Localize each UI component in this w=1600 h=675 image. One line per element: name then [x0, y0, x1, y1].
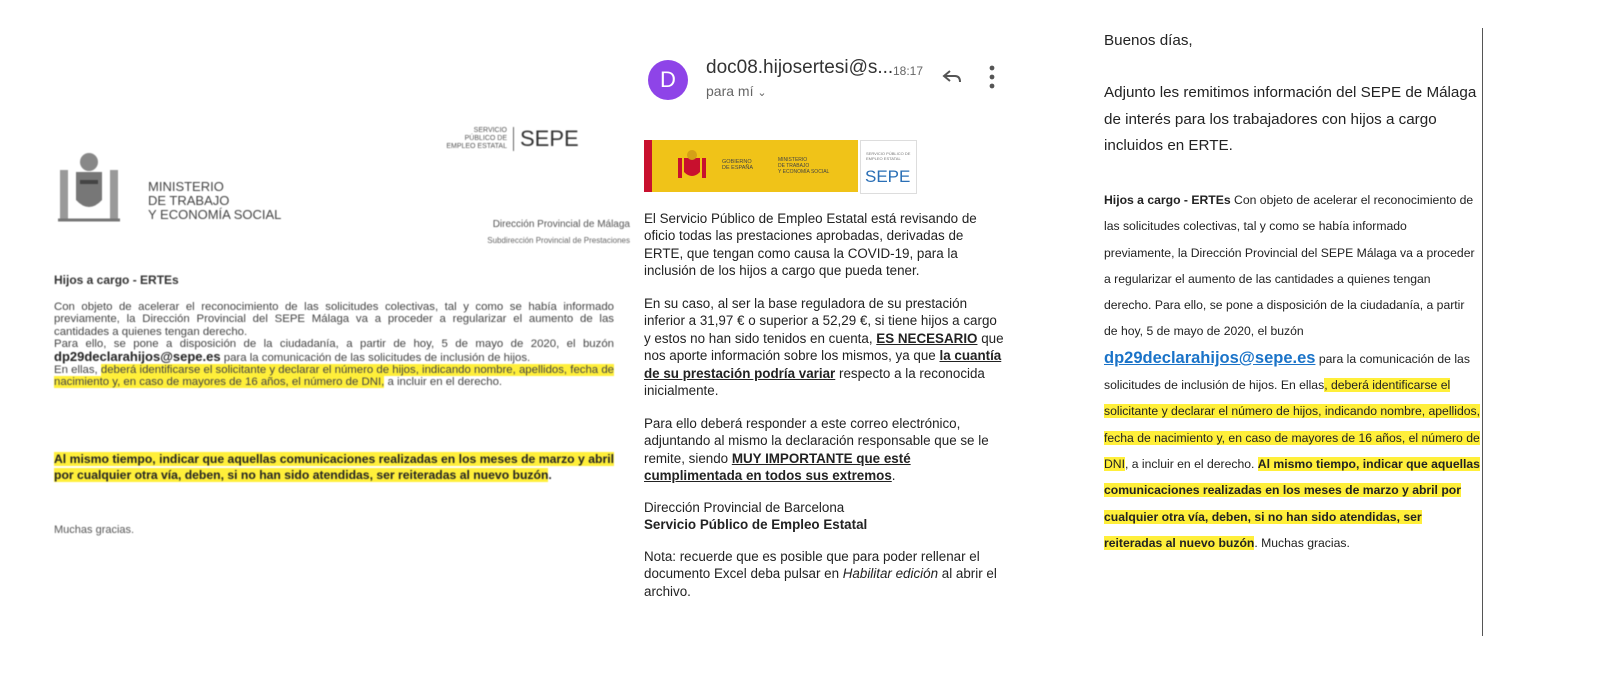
- text-span: Nota: recuerde que es posible que para poder rellenar el documento Excel deba pulsar en: [644, 549, 980, 582]
- recipient-label: para mí: [706, 83, 754, 99]
- sepe-logo-small-text: SERVICIO PÚBLICO DE EMPLEO ESTATAL: [866, 151, 911, 161]
- letter-title: Hijos a cargo - ERTEs: [54, 273, 179, 287]
- email-note: [644, 548, 1006, 600]
- signature-org: Servicio Público de Empleo Estatal: [644, 517, 868, 533]
- sepe-logo: [445, 126, 579, 152]
- reply-icon[interactable]: [940, 64, 964, 88]
- flag-stripe: [644, 140, 652, 192]
- email-time: 18:17: [893, 64, 924, 78]
- letter-paragraph: Para ello, se pone a disposición de la ciudadanía, a partir de hoy, 5 de mayo de 2020, el buzón: [54, 338, 614, 351]
- email-address: dp29declarahijos@sepe.es: [54, 348, 221, 364]
- recipient-toggle[interactable]: [706, 83, 767, 99]
- more-options-icon[interactable]: [988, 64, 996, 90]
- ministry-line: DE TRABAJO: [148, 193, 230, 208]
- direction-name: Dirección Provincial de Málaga: [492, 219, 630, 230]
- text-span: .: [891, 468, 896, 484]
- ministry-name: [148, 180, 281, 222]
- text-span: En su caso, al ser la base reguladora de su prestación inferior a 31,97 € o superior a 52,29 €, si tiene hijos a cargo y estos no han sido tenidos en cuenta,: [644, 296, 997, 346]
- ministry-line: Y ECONOMÍA SOCIAL: [148, 207, 282, 222]
- emphasis-text: la cuantía de su prestación podría variar: [644, 348, 1002, 381]
- ministerio-label: [778, 157, 829, 175]
- email-signature: [644, 499, 1006, 534]
- sepe-logo-small-text: SERVICIO PÚBLICO DE EMPLEO ESTATAL: [445, 127, 514, 151]
- italic-text: Habilitar edición: [842, 566, 939, 582]
- emphasis-text: MUY IMPORTANTE que esté cumplimentada en todos sus extremos: [644, 450, 911, 484]
- intro-paragraph: Adjunto les remitimos información del SEPE de Málaga de interés para los trabajadores con hijos a cargo incluidos en ERTE.: [1104, 84, 1477, 154]
- text-span: Con objeto de acelerar el reconocimiento de las solicitudes colectivas, tal y como se había informado previamente, la Dirección Provincial del SEPE Málaga va a proceder a regularizar el aumento de las cantidades a quienes tengan derecho. Para ello, se pone a disposición de la ciudadanía, a partir de hoy, 5 de mayo de 2020, el buzón: [1104, 193, 1475, 339]
- gobierno-label: [722, 159, 753, 171]
- direction-header: [487, 219, 630, 245]
- period: .: [548, 467, 552, 482]
- letter-body: [54, 301, 614, 389]
- highlighted-text: Al mismo tiempo, indicar que aquellas comunicaciones realizadas en los meses de marzo y abril por cualquier otra vía, deben, si no han sido atendidas, ser reiteradas al nuevo buzón: [54, 452, 614, 482]
- text-span: Para ello deberá responder a este correo electrónico, adjuntando al mismo la declaración responsable que se le remite, siendo: [644, 416, 989, 466]
- banner-line: GOBIERNO: [722, 159, 752, 165]
- letter-bold-paragraph: [54, 452, 614, 483]
- text-span: para la comunicación de las solicitudes de inclusión de hijos. En ellas: [1104, 351, 1470, 393]
- email-paragraph: El Servicio Público de Empleo Estatal está revisando de oficio todas las prestaciones aprobadas, derivadas de ERTE, que tengan como causa la COVID-19, para la inclusión de los hijos a cargo que pueda tener.: [644, 211, 977, 279]
- email-paragraph: [644, 415, 1006, 485]
- banner-line: MINISTERIO: [778, 157, 808, 163]
- subdirection-name: Subdirección Provincial de Prestaciones: [487, 236, 630, 245]
- highlighted-text: deberá identificarse el solicitante y declarar el número de hijos, indicando nombre, apellidos, fecha de nacimiento y, en caso de mayores de 16 años, el número de DNI,: [54, 364, 614, 389]
- message-title: Hijos a cargo - ERTEs: [1104, 193, 1231, 207]
- greeting: Buenos días,: [1104, 32, 1193, 49]
- text-span: al abrir el archivo.: [644, 566, 997, 599]
- sepe-logo-text: SEPE: [865, 167, 911, 186]
- text-span: , a incluir en el derecho.: [1125, 456, 1258, 471]
- coat-of-arms-icon: [54, 150, 124, 230]
- text-span: que nos aporte información sobre los mismos, ya que: [644, 330, 1004, 364]
- highlighted-bold-text: Al mismo tiempo, indicar que aquellas comunicaciones realizadas en los meses de marzo y abril por cualquier otra vía, deben, si no han sido atendidas, ser reiteradas al nuevo buzón: [1104, 456, 1480, 550]
- emphasis-text: ES NECESARIO: [876, 330, 978, 346]
- letter-paragraph: para la comunicación de las solicitudes de inclusión de hijos.: [220, 351, 531, 364]
- highlighted-text: , deberá identificarse el solicitante y declarar el número de hijos, indicando nombre, apellidos, fecha de nacimiento y, en caso de mayores de 16 años, el número de DNI: [1104, 378, 1480, 471]
- message-body: [1104, 187, 1480, 556]
- letter-panel: [40, 0, 630, 675]
- letter-paragraph: a incluir en el derecho.: [384, 376, 503, 389]
- banner-line: DE ESPAÑA: [722, 165, 754, 171]
- government-banner: [644, 140, 858, 192]
- divider: [1482, 28, 1483, 636]
- email-paragraph: [644, 295, 1006, 399]
- message-panel: [1100, 0, 1482, 675]
- sepe-logo: [860, 140, 917, 194]
- banner-line: Y ECONOMÍA SOCIAL: [778, 169, 830, 175]
- coat-of-arms-icon: [674, 148, 710, 184]
- text-span: respecto a la reconocida inicialmente.: [644, 365, 985, 399]
- email-link[interactable]: dp29declarahijos@sepe.es: [1104, 348, 1316, 367]
- text-span: . Muchas gracias.: [1254, 535, 1350, 550]
- chevron-down-icon: ⌄: [757, 87, 767, 99]
- sepe-logo-text: SEPE: [520, 126, 579, 151]
- banner-line: DE TRABAJO: [778, 163, 810, 169]
- sender-address[interactable]: doc08.hijosertesi@s...: [706, 57, 894, 78]
- letter-closing: Muchas gracias.: [54, 524, 135, 536]
- email-panel: [640, 0, 1020, 675]
- ministry-line: MINISTERIO: [148, 179, 224, 194]
- sender-avatar[interactable]: D: [648, 60, 688, 100]
- letter-paragraph: Con objeto de acelerar el reconocimiento de las solicitudes colectivas, tal y como se había informado previamente, la Dirección Provincial del SEPE Málaga va a proceder a regularizar el aumento de las cantidades a quienes tengan derecho.: [54, 301, 614, 338]
- signature-line: Dirección Provincial de Barcelona: [644, 500, 845, 515]
- letter-paragraph: En ellas,: [54, 364, 101, 377]
